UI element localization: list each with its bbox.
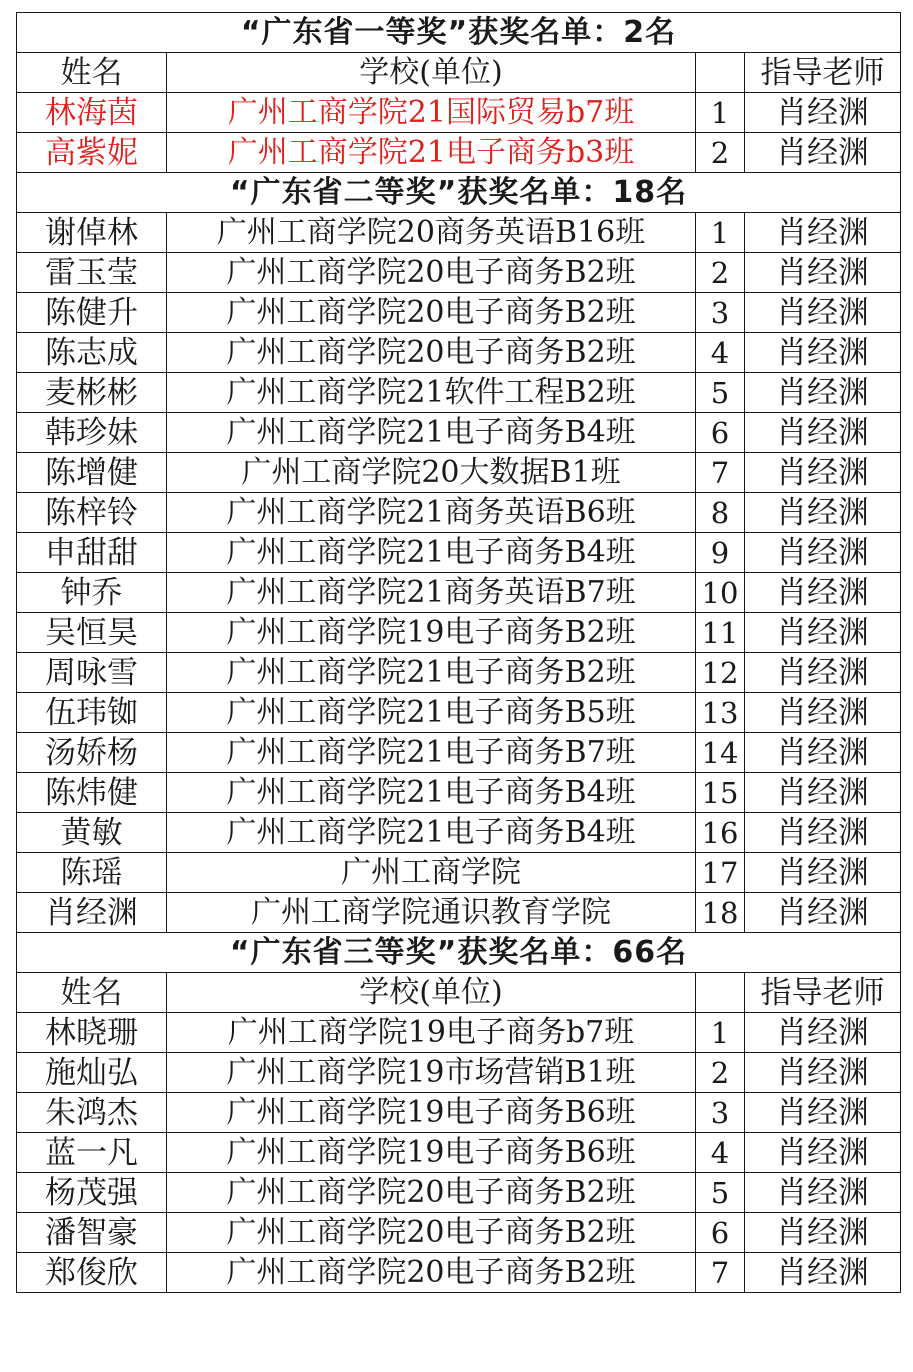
winner-name: 蓝一凡: [17, 1133, 167, 1173]
winner-rank: 18: [696, 893, 745, 933]
advisor-name: 肖经渊: [745, 253, 901, 293]
advisor-name: 肖经渊: [745, 693, 901, 733]
table-row: [17, 813, 901, 853]
advisor-name: 肖经渊: [745, 613, 901, 653]
advisor-name: 肖经渊: [745, 1013, 901, 1053]
winner-name: 陈梓铃: [17, 493, 167, 533]
award-list-body: [17, 13, 901, 1293]
winner-name: 陈志成: [17, 333, 167, 373]
winner-school: 广州工商学院20大数据B1班: [167, 453, 696, 493]
header-school: 学校(单位): [167, 973, 696, 1013]
winner-school: 广州工商学院20电子商务B2班: [167, 1173, 696, 1213]
winner-rank: 1: [696, 93, 745, 133]
table-row: [17, 733, 901, 773]
award-list-table: [16, 12, 901, 1293]
winner-name: 黄敏: [17, 813, 167, 853]
table-row: [17, 613, 901, 653]
winner-name: 朱鸿杰: [17, 1093, 167, 1133]
winner-school: 广州工商学院通识教育学院: [167, 893, 696, 933]
winner-school: 广州工商学院21电子商务B4班: [167, 413, 696, 453]
winner-rank: 13: [696, 693, 745, 733]
winner-school: 广州工商学院19电子商务B6班: [167, 1133, 696, 1173]
winner-rank: 17: [696, 853, 745, 893]
table-row: [17, 293, 901, 333]
section-title-row: [17, 13, 901, 53]
section-title-row: [17, 173, 901, 213]
winner-name: 谢倬林: [17, 213, 167, 253]
winner-rank: 7: [696, 453, 745, 493]
winner-rank: 6: [696, 1213, 745, 1253]
table-header-row: [17, 53, 901, 93]
winner-school: 广州工商学院20电子商务B2班: [167, 1253, 696, 1293]
section-title: “广东省二等奖”获奖名单：18名: [17, 173, 901, 213]
winner-name: 麦彬彬: [17, 373, 167, 413]
table-row: [17, 1093, 901, 1133]
section-title: “广东省一等奖”获奖名单：2名: [17, 13, 901, 53]
advisor-name: 肖经渊: [745, 413, 901, 453]
header-teacher: 指导老师: [745, 973, 901, 1013]
winner-rank: 1: [696, 1013, 745, 1053]
advisor-name: 肖经渊: [745, 1053, 901, 1093]
winner-rank: 5: [696, 1173, 745, 1213]
winner-name: 施灿弘: [17, 1053, 167, 1093]
advisor-name: 肖经渊: [745, 533, 901, 573]
table-row: [17, 1213, 901, 1253]
table-row: [17, 1053, 901, 1093]
section-title-row: [17, 933, 901, 973]
winner-school: 广州工商学院20电子商务B2班: [167, 253, 696, 293]
advisor-name: 肖经渊: [745, 733, 901, 773]
header-rank: [696, 53, 745, 93]
advisor-name: 肖经渊: [745, 1173, 901, 1213]
winner-rank: 11: [696, 613, 745, 653]
winner-rank: 15: [696, 773, 745, 813]
winner-school: 广州工商学院21电子商务B4班: [167, 773, 696, 813]
winner-rank: 16: [696, 813, 745, 853]
table-row: [17, 893, 901, 933]
table-row: [17, 373, 901, 413]
table-row: [17, 1253, 901, 1293]
winner-school: 广州工商学院19电子商务B6班: [167, 1093, 696, 1133]
winner-school: 广州工商学院19市场营销B1班: [167, 1053, 696, 1093]
winner-school: 广州工商学院21商务英语B7班: [167, 573, 696, 613]
winner-rank: 10: [696, 573, 745, 613]
advisor-name: 肖经渊: [745, 813, 901, 853]
advisor-name: 肖经渊: [745, 373, 901, 413]
winner-rank: 2: [696, 133, 745, 173]
winner-rank: 2: [696, 1053, 745, 1093]
advisor-name: 肖经渊: [745, 333, 901, 373]
winner-school: 广州工商学院20电子商务B2班: [167, 293, 696, 333]
winner-name: 郑俊欣: [17, 1253, 167, 1293]
winner-school: 广州工商学院19电子商务b7班: [167, 1013, 696, 1053]
winner-name: 汤娇杨: [17, 733, 167, 773]
advisor-name: 肖经渊: [745, 853, 901, 893]
advisor-name: 肖经渊: [745, 133, 901, 173]
advisor-name: 肖经渊: [745, 293, 901, 333]
winner-rank: 3: [696, 293, 745, 333]
winner-name: 陈增健: [17, 453, 167, 493]
header-school: 学校(单位): [167, 53, 696, 93]
winner-school: 广州工商学院19电子商务B2班: [167, 613, 696, 653]
table-row: [17, 333, 901, 373]
table-row: [17, 653, 901, 693]
advisor-name: 肖经渊: [745, 453, 901, 493]
winner-rank: 7: [696, 1253, 745, 1293]
advisor-name: 肖经渊: [745, 1133, 901, 1173]
winner-name: 伍玮铷: [17, 693, 167, 733]
winner-rank: 4: [696, 1133, 745, 1173]
table-row: [17, 1013, 901, 1053]
winner-name: 潘智豪: [17, 1213, 167, 1253]
winner-school: 广州工商学院21电子商务b3班: [167, 133, 696, 173]
table-row: [17, 1173, 901, 1213]
table-row: [17, 493, 901, 533]
advisor-name: 肖经渊: [745, 213, 901, 253]
winner-school: 广州工商学院21软件工程B2班: [167, 373, 696, 413]
winner-school: 广州工商学院21国际贸易b7班: [167, 93, 696, 133]
table-row: [17, 413, 901, 453]
table-row: [17, 213, 901, 253]
winner-name: 林海茵: [17, 93, 167, 133]
header-name: 姓名: [17, 973, 167, 1013]
advisor-name: 肖经渊: [745, 493, 901, 533]
table-row: [17, 93, 901, 133]
winner-name: 高紫妮: [17, 133, 167, 173]
table-row: [17, 253, 901, 293]
winner-school: 广州工商学院20电子商务B2班: [167, 1213, 696, 1253]
winner-school: 广州工商学院21电子商务B2班: [167, 653, 696, 693]
advisor-name: 肖经渊: [745, 893, 901, 933]
table-row: [17, 453, 901, 493]
advisor-name: 肖经渊: [745, 1213, 901, 1253]
winner-name: 陈健升: [17, 293, 167, 333]
table-row: [17, 853, 901, 893]
winner-school: 广州工商学院: [167, 853, 696, 893]
winner-rank: 9: [696, 533, 745, 573]
advisor-name: 肖经渊: [745, 653, 901, 693]
winner-name: 陈炜健: [17, 773, 167, 813]
winner-rank: 2: [696, 253, 745, 293]
advisor-name: 肖经渊: [745, 573, 901, 613]
table-row: [17, 533, 901, 573]
advisor-name: 肖经渊: [745, 1093, 901, 1133]
winner-school: 广州工商学院21电子商务B7班: [167, 733, 696, 773]
winner-school: 广州工商学院21电子商务B4班: [167, 813, 696, 853]
table-row: [17, 573, 901, 613]
advisor-name: 肖经渊: [745, 93, 901, 133]
winner-name: 陈瑶: [17, 853, 167, 893]
winner-school: 广州工商学院20电子商务B2班: [167, 333, 696, 373]
winner-rank: 4: [696, 333, 745, 373]
table-row: [17, 1133, 901, 1173]
winner-rank: 5: [696, 373, 745, 413]
advisor-name: 肖经渊: [745, 773, 901, 813]
table-row: [17, 773, 901, 813]
table-row: [17, 693, 901, 733]
winner-name: 申甜甜: [17, 533, 167, 573]
winner-rank: 8: [696, 493, 745, 533]
winner-rank: 12: [696, 653, 745, 693]
winner-rank: 3: [696, 1093, 745, 1133]
winner-school: 广州工商学院21电子商务B5班: [167, 693, 696, 733]
winner-rank: 14: [696, 733, 745, 773]
header-teacher: 指导老师: [745, 53, 901, 93]
winner-name: 杨茂强: [17, 1173, 167, 1213]
advisor-name: 肖经渊: [745, 1253, 901, 1293]
winner-name: 林晓珊: [17, 1013, 167, 1053]
section-title: “广东省三等奖”获奖名单：66名: [17, 933, 901, 973]
winner-school: 广州工商学院21电子商务B4班: [167, 533, 696, 573]
winner-name: 钟乔: [17, 573, 167, 613]
winner-name: 吴恒昊: [17, 613, 167, 653]
winner-school: 广州工商学院21商务英语B6班: [167, 493, 696, 533]
table-header-row: [17, 973, 901, 1013]
winner-name: 周咏雪: [17, 653, 167, 693]
winner-rank: 6: [696, 413, 745, 453]
table-row: [17, 133, 901, 173]
winner-rank: 1: [696, 213, 745, 253]
winner-name: 雷玉莹: [17, 253, 167, 293]
winner-name: 肖经渊: [17, 893, 167, 933]
header-name: 姓名: [17, 53, 167, 93]
winner-name: 韩珍妹: [17, 413, 167, 453]
header-rank: [696, 973, 745, 1013]
winner-school: 广州工商学院20商务英语B16班: [167, 213, 696, 253]
